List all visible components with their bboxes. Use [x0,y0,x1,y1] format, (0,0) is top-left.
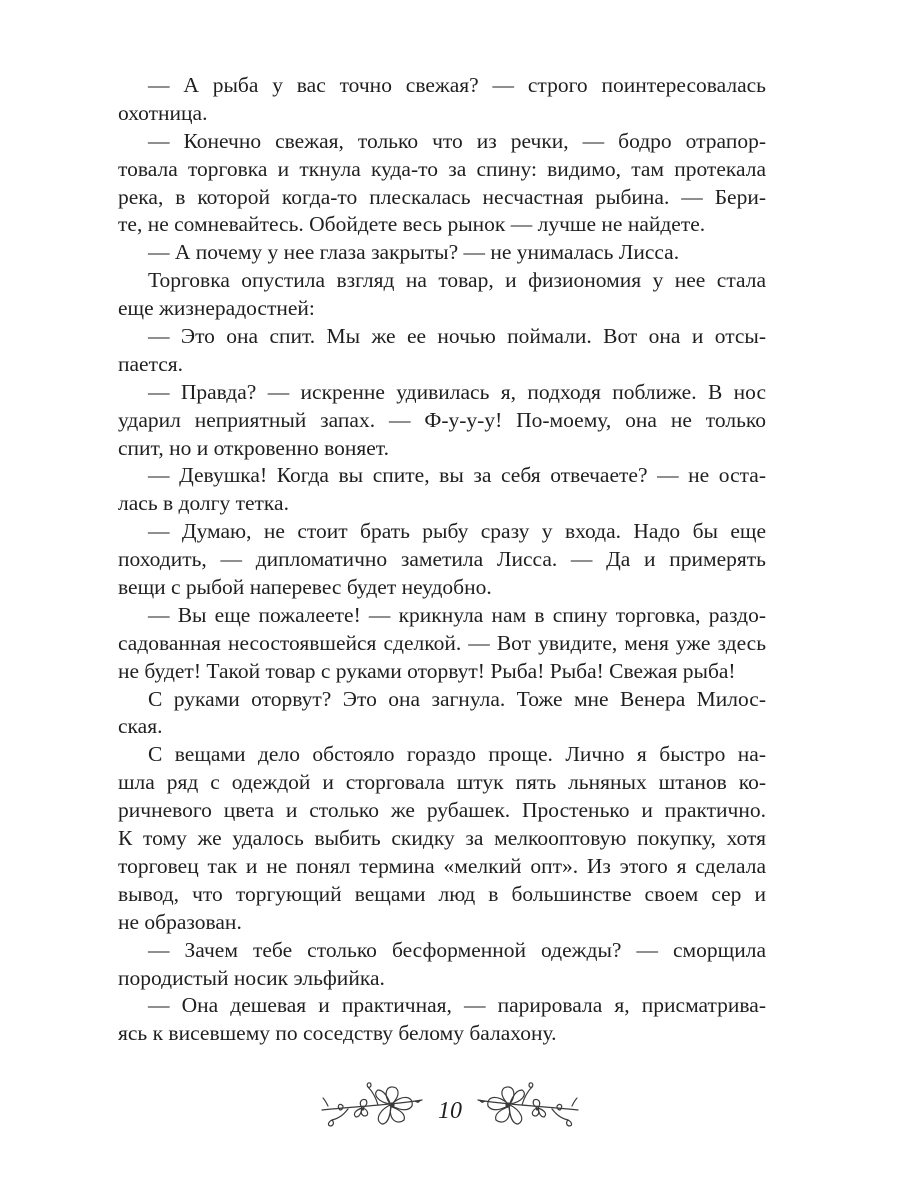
text-line: — Это она спит. Мы же ее ночью поймали. Вот она и отсы- [148,324,766,349]
text-line: ричневого цвета и столько же рубашек. Простенько и практично. [118,798,766,823]
text-line: еще жизнерадостней: [118,296,315,321]
text-line: ударил неприятный запах. — Ф-у-у-у! По-моему, она не только [118,407,766,432]
page-footer [0,1078,900,1148]
text-line: ясь к висевшему по соседству белому балахону. [118,1021,557,1046]
text-line: походить, — дипломатично заметила Лисса. — Да и примерять [118,547,766,572]
text-line: не будет! Такой товар с руками оторвут! Рыба! Рыба! Свежая рыба! [118,658,736,683]
text-line: — Конечно свежая, только что из речки, — бодро отрапор- [148,128,766,153]
text-line: спит, но и откровенно воняет. [118,435,389,460]
text-line: те, не сомневайтесь. Обойдете весь рынок — лучше не найдете. [118,212,706,237]
text-line: К тому же удалось выбить скидку за мелкооптовую покупку, хотя [118,826,766,851]
text-line: — Зачем тебе столько бесформенной одежды? — сморщила [148,937,766,962]
text-line: ская. [118,714,163,739]
text-line: вывод, что торгующий вещами люд в большинстве своем сер и [118,881,766,906]
text-line: торговец так и не понял термина «мелкий опт». Из этого я сделала [118,853,766,878]
text-line: садованная несостоявшейся сделкой. — Вот увидите, меня уже здесь [118,630,766,655]
text-line: С вещами дело обстояло гораздо проще. Лично я быстро на- [148,742,766,767]
text-line: — А почему у нее глаза закрыты? — не унималась Лисса. [148,240,680,265]
text-line: — Вы еще пожалеете! — крикнула нам в спину торговка, раздо- [148,602,766,627]
text-line: — Она дешевая и практичная, — парировала я, присматрива- [148,993,766,1018]
text-line: вещи с рыбой наперевес будет неудобно. [118,575,492,600]
text-line: — Девушка! Когда вы спите, вы за себя отвечаете? — не оста- [148,463,766,488]
text-line: — Думаю, не стоит брать рыбу сразу у входа. Надо бы еще [148,519,766,544]
text-line: — Правда? — искренне удивилась я, подходя поближе. В нос [148,379,766,404]
text-line: породистый носик эльфийка. [118,965,385,990]
text-line: товала торговка и ткнула куда-то за спину: видимо, там протекала [118,156,766,181]
magnolia-branch-icon [472,1080,582,1132]
text-line: — А рыба у вас точно свежая? — строго поинтересовалась [148,73,766,97]
text-line: не образован. [118,909,242,934]
text-line: С руками оторвут? Это она загнула. Тоже мне Венера Милос- [148,686,766,711]
text-line: лась в долгу тетка. [118,491,289,516]
page-number: 10 [438,1098,462,1124]
text-line: пается. [118,351,184,376]
text-line: Торговка опустила взгляд на товар, и физиономия у нее стала [148,268,766,293]
page-text [118,72,766,1048]
text-line: шла ряд с одеждой и сторговала штук пять льняных штанов ко- [118,770,766,795]
text-line: охотница. [118,100,208,125]
text-line: река, в которой когда-то плескалась несчастная рыбина. — Бери- [118,184,766,209]
